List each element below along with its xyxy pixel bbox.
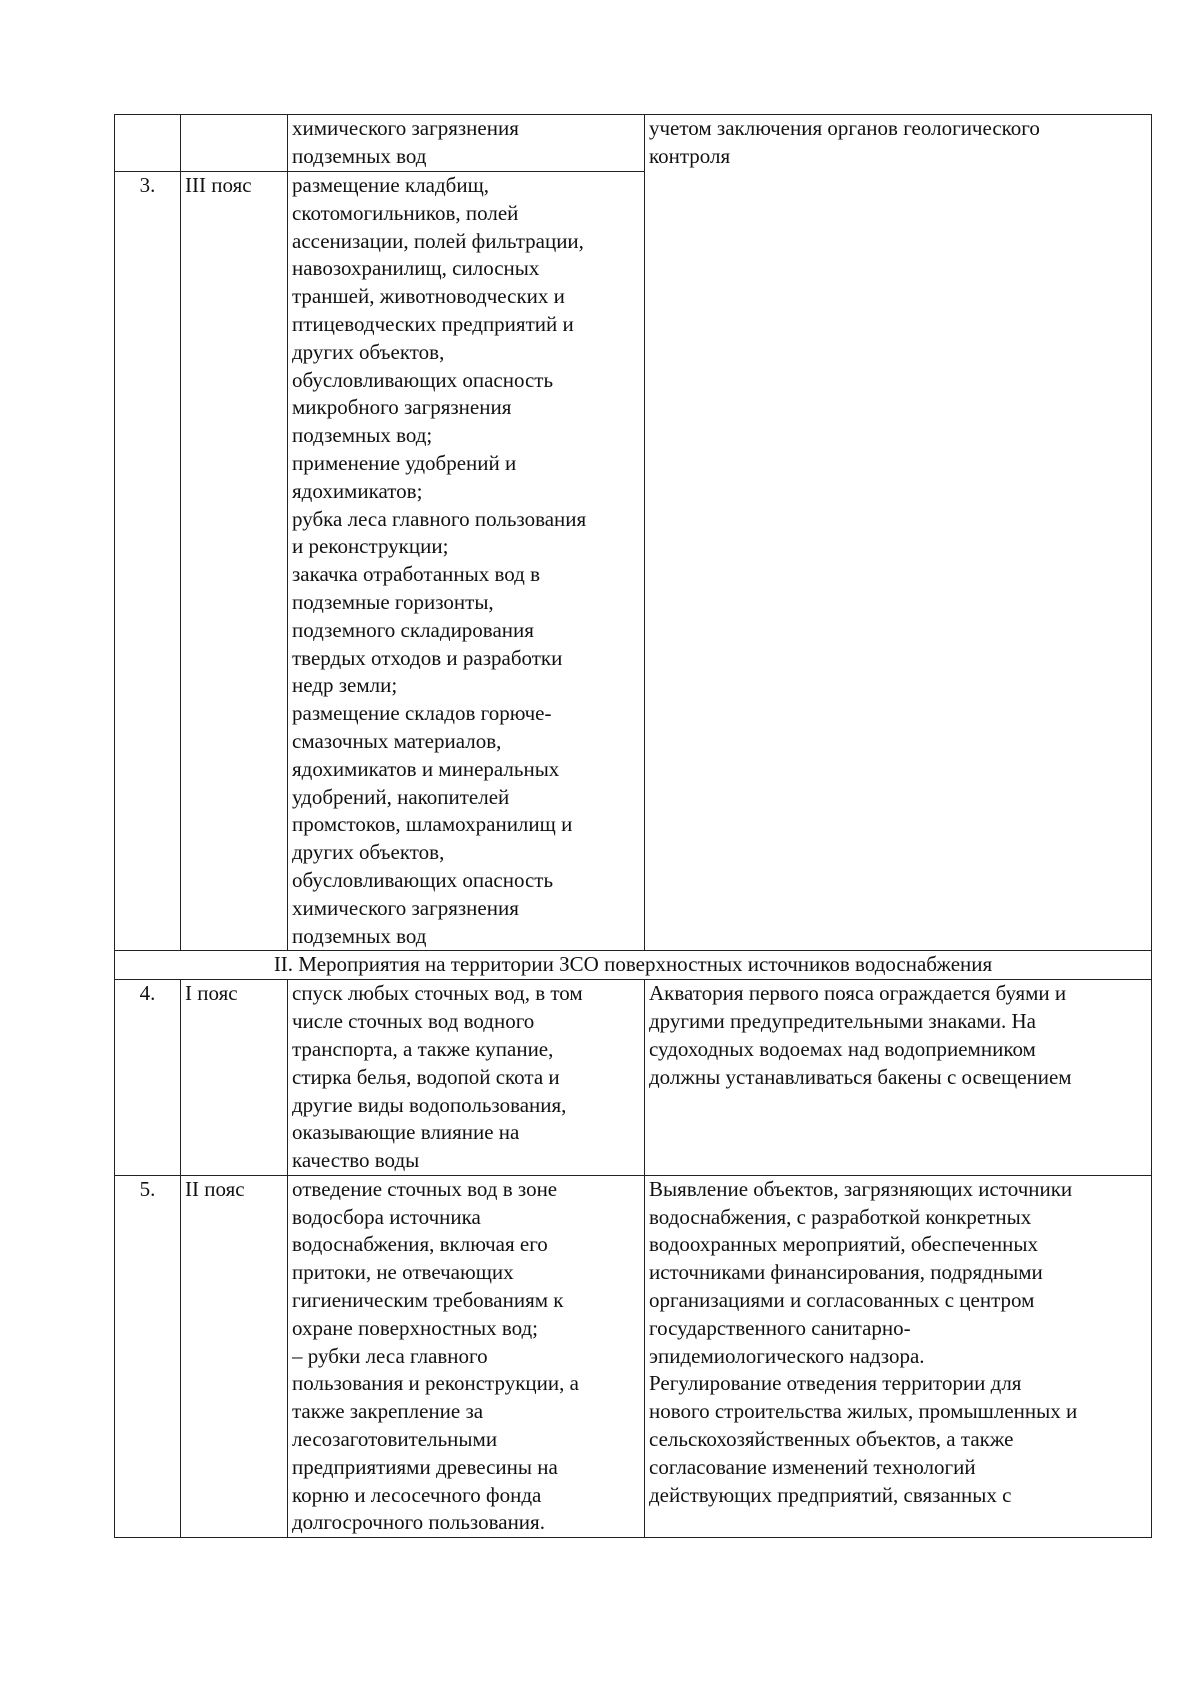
notes-cell [645, 115, 1152, 951]
water-protection-table [114, 114, 1152, 1538]
measures-text: отведение сточных вод в зоне водосбора источника водоснабжения, включая его притоки, не отвечающих гигиеническим требованиям к охране поверхностных вод; – рубки леса главного пользования и реконструкции, а также закрепление за лесозаготовительными предприятиями древесины на корню и лесосечного фонда долгосрочного пользования. [292, 1176, 579, 1535]
notes-text: учетом заключения органов геологического контроля [649, 116, 1040, 168]
measures-text: размещение кладбищ, скотомогильников, полей ассенизации, полей фильтрации, навозохранилищ, силосных траншей, животноводческих и птицеводческих предприятий и других объектов, обусловливающих опасность микробного загрязнения подземных вод; применение удобрений и ядохимикатов; рубка леса главного пользования и реконструкции; закачка отработанных вод в подземные горизонты, подземного складирования твердых отходов и разработки недр земли; размещение складов горюче- смазочных материалов, ядохимикатов и минеральных удобрений, накопителей промстоков, шламохранилищ и других объектов, обусловливающих опасность химического загрязнения подземных вод [292, 173, 587, 948]
notes-cell [645, 1175, 1152, 1537]
belt-label: III пояс [181, 172, 288, 951]
belt-label: I пояс [181, 980, 288, 1176]
measures-text: спуск любых сточных вод, в том числе сточных вод водного транспорта, а также купание, стирка белья, водопой скота и другие виды водопользования, оказывающие влияние на качество воды [292, 981, 583, 1173]
measures-cell [288, 980, 645, 1176]
notes-cell [645, 980, 1152, 1176]
measures-cell [288, 115, 645, 172]
number-cell [115, 115, 181, 172]
row-number: 3. [115, 172, 181, 951]
table-row-5 [115, 1175, 1152, 1537]
row-number: 4. [115, 980, 181, 1176]
notes-text: Выявление объектов, загрязняющих источники водоснабжения, с разработкой конкретных водоохранных мероприятий, обеспеченных источниками финансирования, подрядными организациями и согласованных с центром государственного санитарно- эпидемиологического надзора. Регулирование отведения территории для нового строительства жилых, промышленных и сельскохозяйственных объектов, а также согласование изменений технологий действующих предприятий, связанных с [649, 1176, 1078, 1507]
row-number: 5. [115, 1175, 181, 1537]
measures-cell [288, 1175, 645, 1537]
section-heading: II. Мероприятия на территории ЗСО поверхностных источников водоснабжения [115, 951, 1152, 980]
notes-text: Акватория первого пояса ограждается буями и другими предупредительными знаками. На судоходных водоемах над водоприемником должны устанавливаться бакены с освещением [649, 981, 1072, 1089]
table-row-4 [115, 980, 1152, 1176]
measures-text: химического загрязнения подземных вод [292, 116, 519, 168]
measures-cell [288, 172, 645, 951]
table-row-continuation [115, 115, 1152, 172]
belt-cell [181, 115, 288, 172]
section-row [115, 951, 1152, 980]
belt-label: II пояс [181, 1175, 288, 1537]
